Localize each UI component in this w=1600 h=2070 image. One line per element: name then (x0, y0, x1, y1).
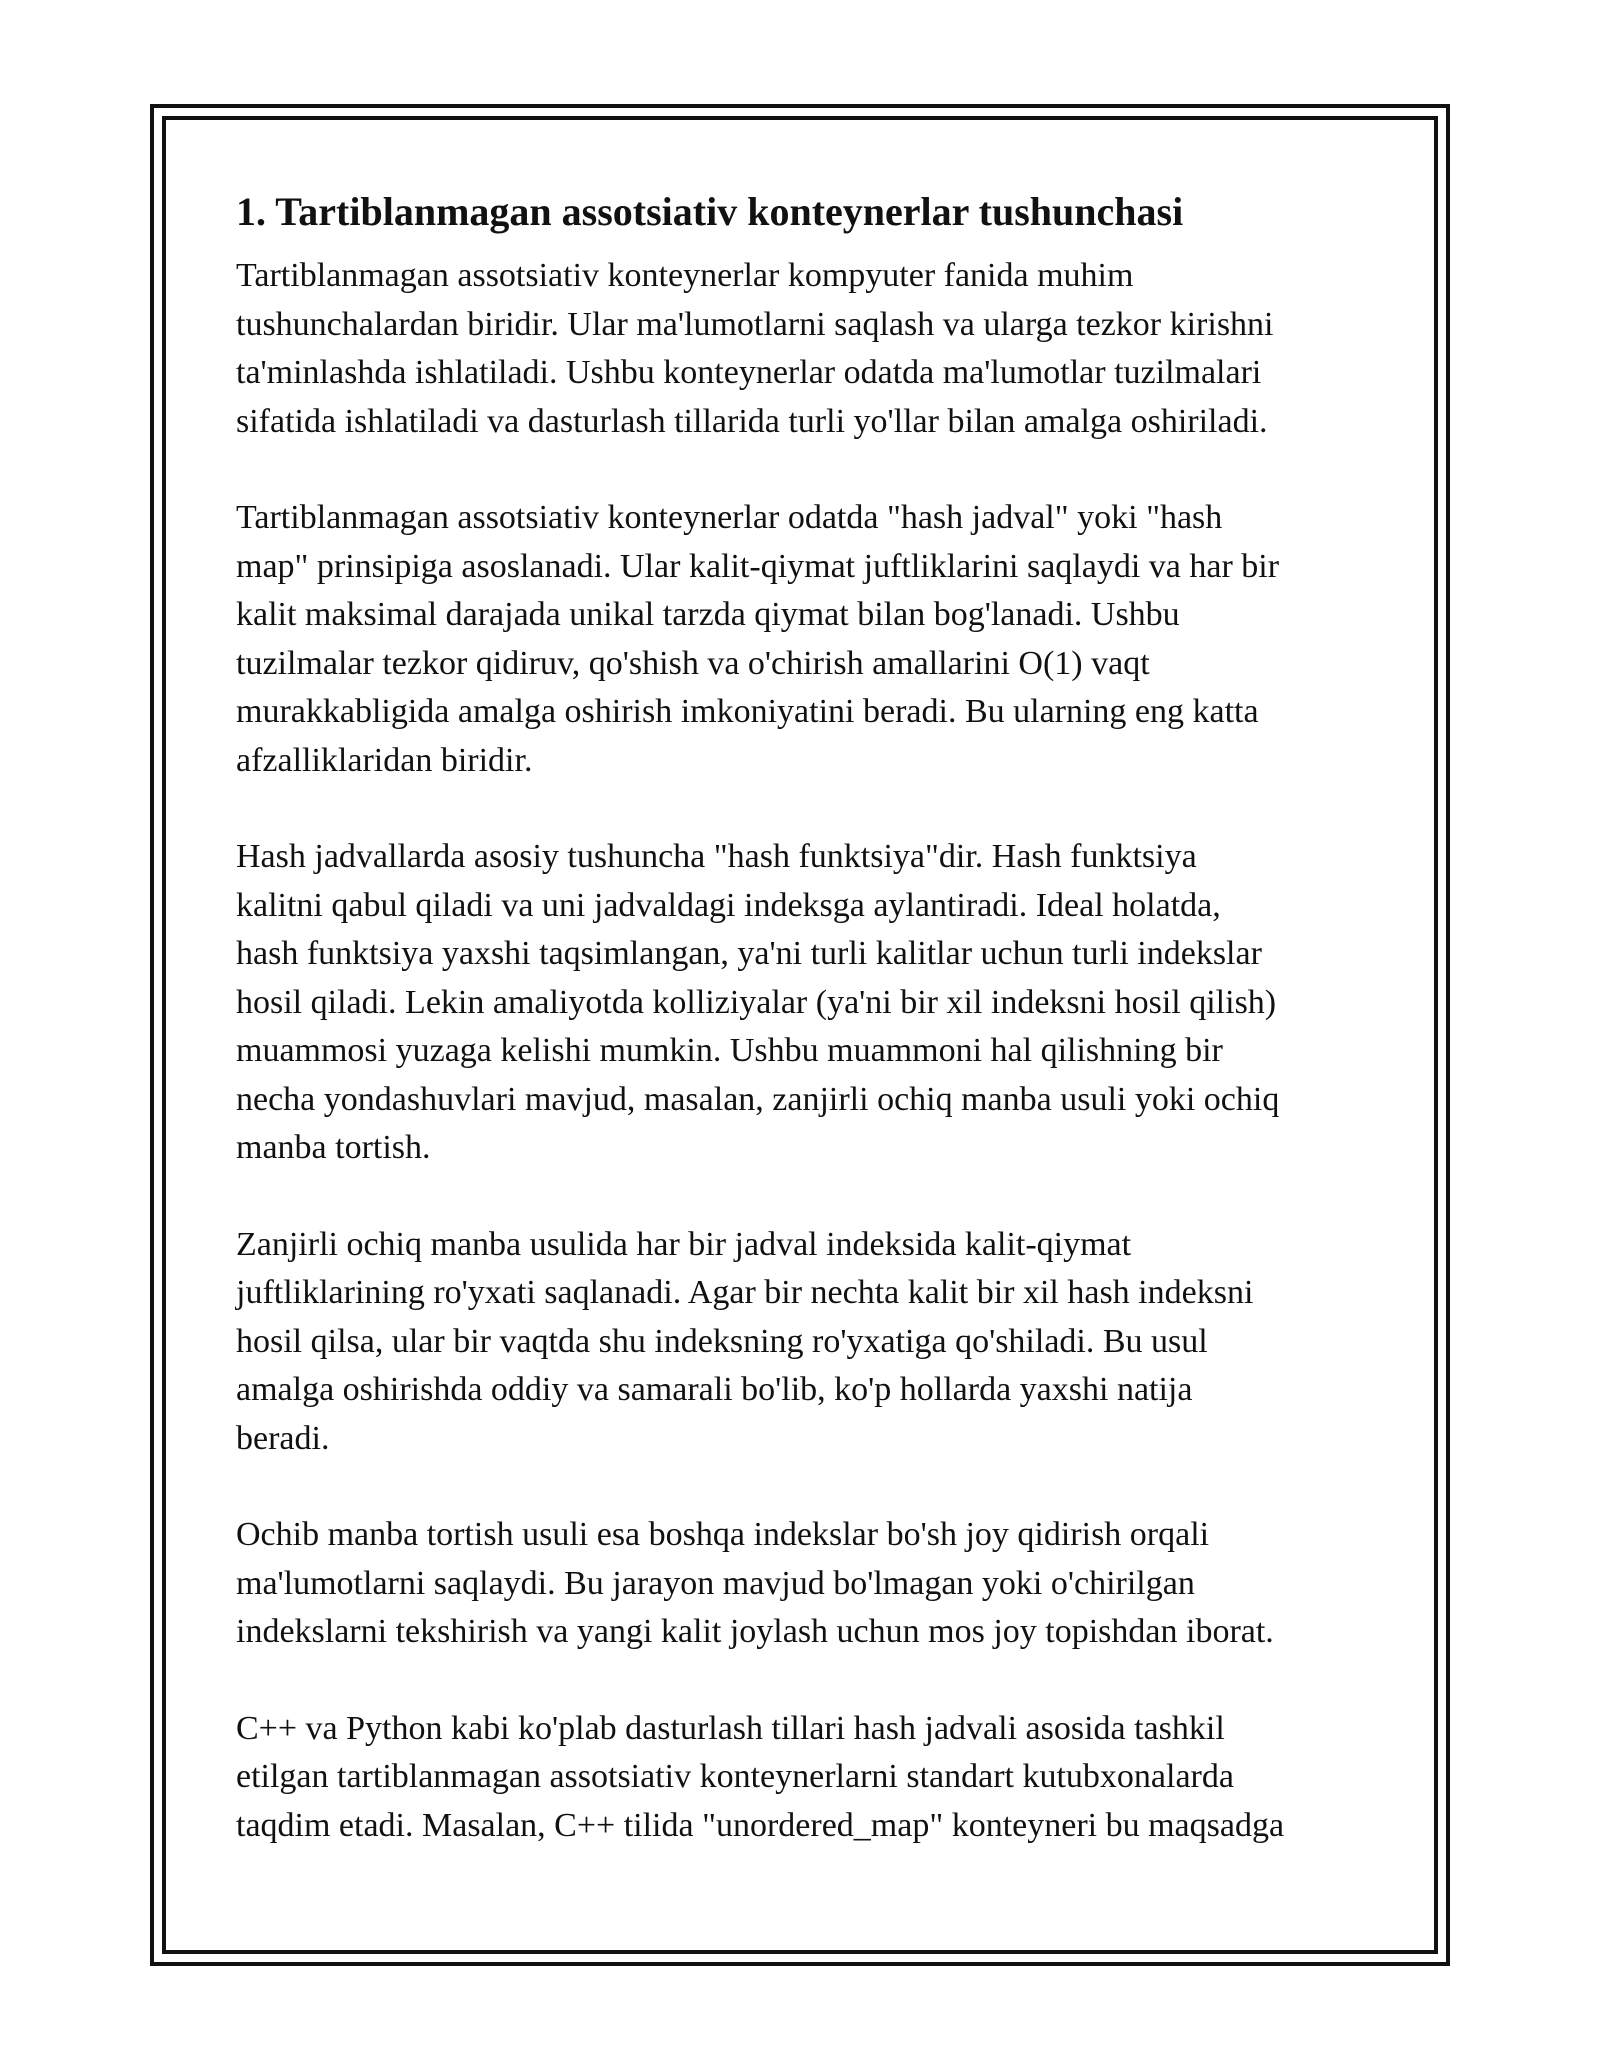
paragraph-2: Tartiblanmagan assotsiativ konteynerlar odatda "hash jadval" yoki "hash map" prinsipiga asoslanadi. Ular kalit-qiymat juftliklarini saqlaydi va har bir kalit maksimal darajada unikal tarzda qiymat bilan bog'lanadi. Ushbu tuzilmalar tezkor qidiruv, qo'shish va o'chirish amallarini O(1) vaqt murakkabligida amalga oshirish imkoniyatini beradi. Bu ularning eng katta afzalliklaridan biridir. (236, 499, 1280, 779)
paragraph-5: Ochib manba tortish usuli esa boshqa indekslar bo'sh joy qidirish orqali ma'lumotlarni saqlaydi. Bu jarayon mavjud bo'lmagan yoki o'chirilgan indekslarni tekshirish va yangi kalit joylash uchun mos joy topishdan iborat. (236, 1516, 1274, 1650)
document-body (236, 186, 1376, 1898)
section-heading: 1. Tartiblanmagan assotsiativ konteynerlar tushunchasi (236, 189, 1184, 234)
paragraph-6: C++ va Python kabi ko'plab dasturlash tillari hash jadvali asosida tashkil etilgan tartiblanmagan assotsiativ konteynerlarni standart kutubxonalarda taqdim etadi. Masalan, C++ tilida "unordered_map" konteyneri bu maqsadga (236, 1709, 1285, 1844)
paragraph-4: Zanjirli ochiq manba usulida har bir jadval indeksida kalit-qiymat juftliklarining ro'yxati saqlanadi. Agar bir nechta kalit bir xil hash indeksni hosil qilsa, ular bir vaqtda shu indeksning ro'yxatiga qo'shiladi. Bu usul amalga oshirishda oddiy va samarali bo'lib, ko'p hollarda yaxshi natija beradi. (236, 1225, 1254, 1457)
paragraph-3: Hash jadvallarda asosiy tushuncha "hash funktsiya"dir. Hash funktsiya kalitni qabul qiladi va uni jadvaldagi indeksga aylantiradi. Ideal holatda, hash funktsiya yaxshi taqsimlangan, ya'ni turli kalitlar uchun turli indekslar hosil qiladi. Lekin amaliyotda kolliziyalar (ya'ni bir xil indeksni hosil qilish) muammosi yuzaga kelishi mumkin. Ushbu muammoni hal qilishning bir necha yondashuvlari mavjud, masalan, zanjirli ochiq manba usuli yoki ochiq manba tortish. (236, 838, 1280, 1166)
paragraph-1: Tartiblanmagan assotsiativ konteynerlar kompyuter fanida muhim tushunchalardan biridir. Ular ma'lumotlarni saqlash va ularga tezkor kirishni ta'minlashda ishlatiladi. Ushbu konteynerlar odatda ma'lumotlar tuzilmalari sifatida ishlatiladi va dasturlash tillarida turli yo'llar bilan amalga oshiriladi. (236, 257, 1274, 440)
